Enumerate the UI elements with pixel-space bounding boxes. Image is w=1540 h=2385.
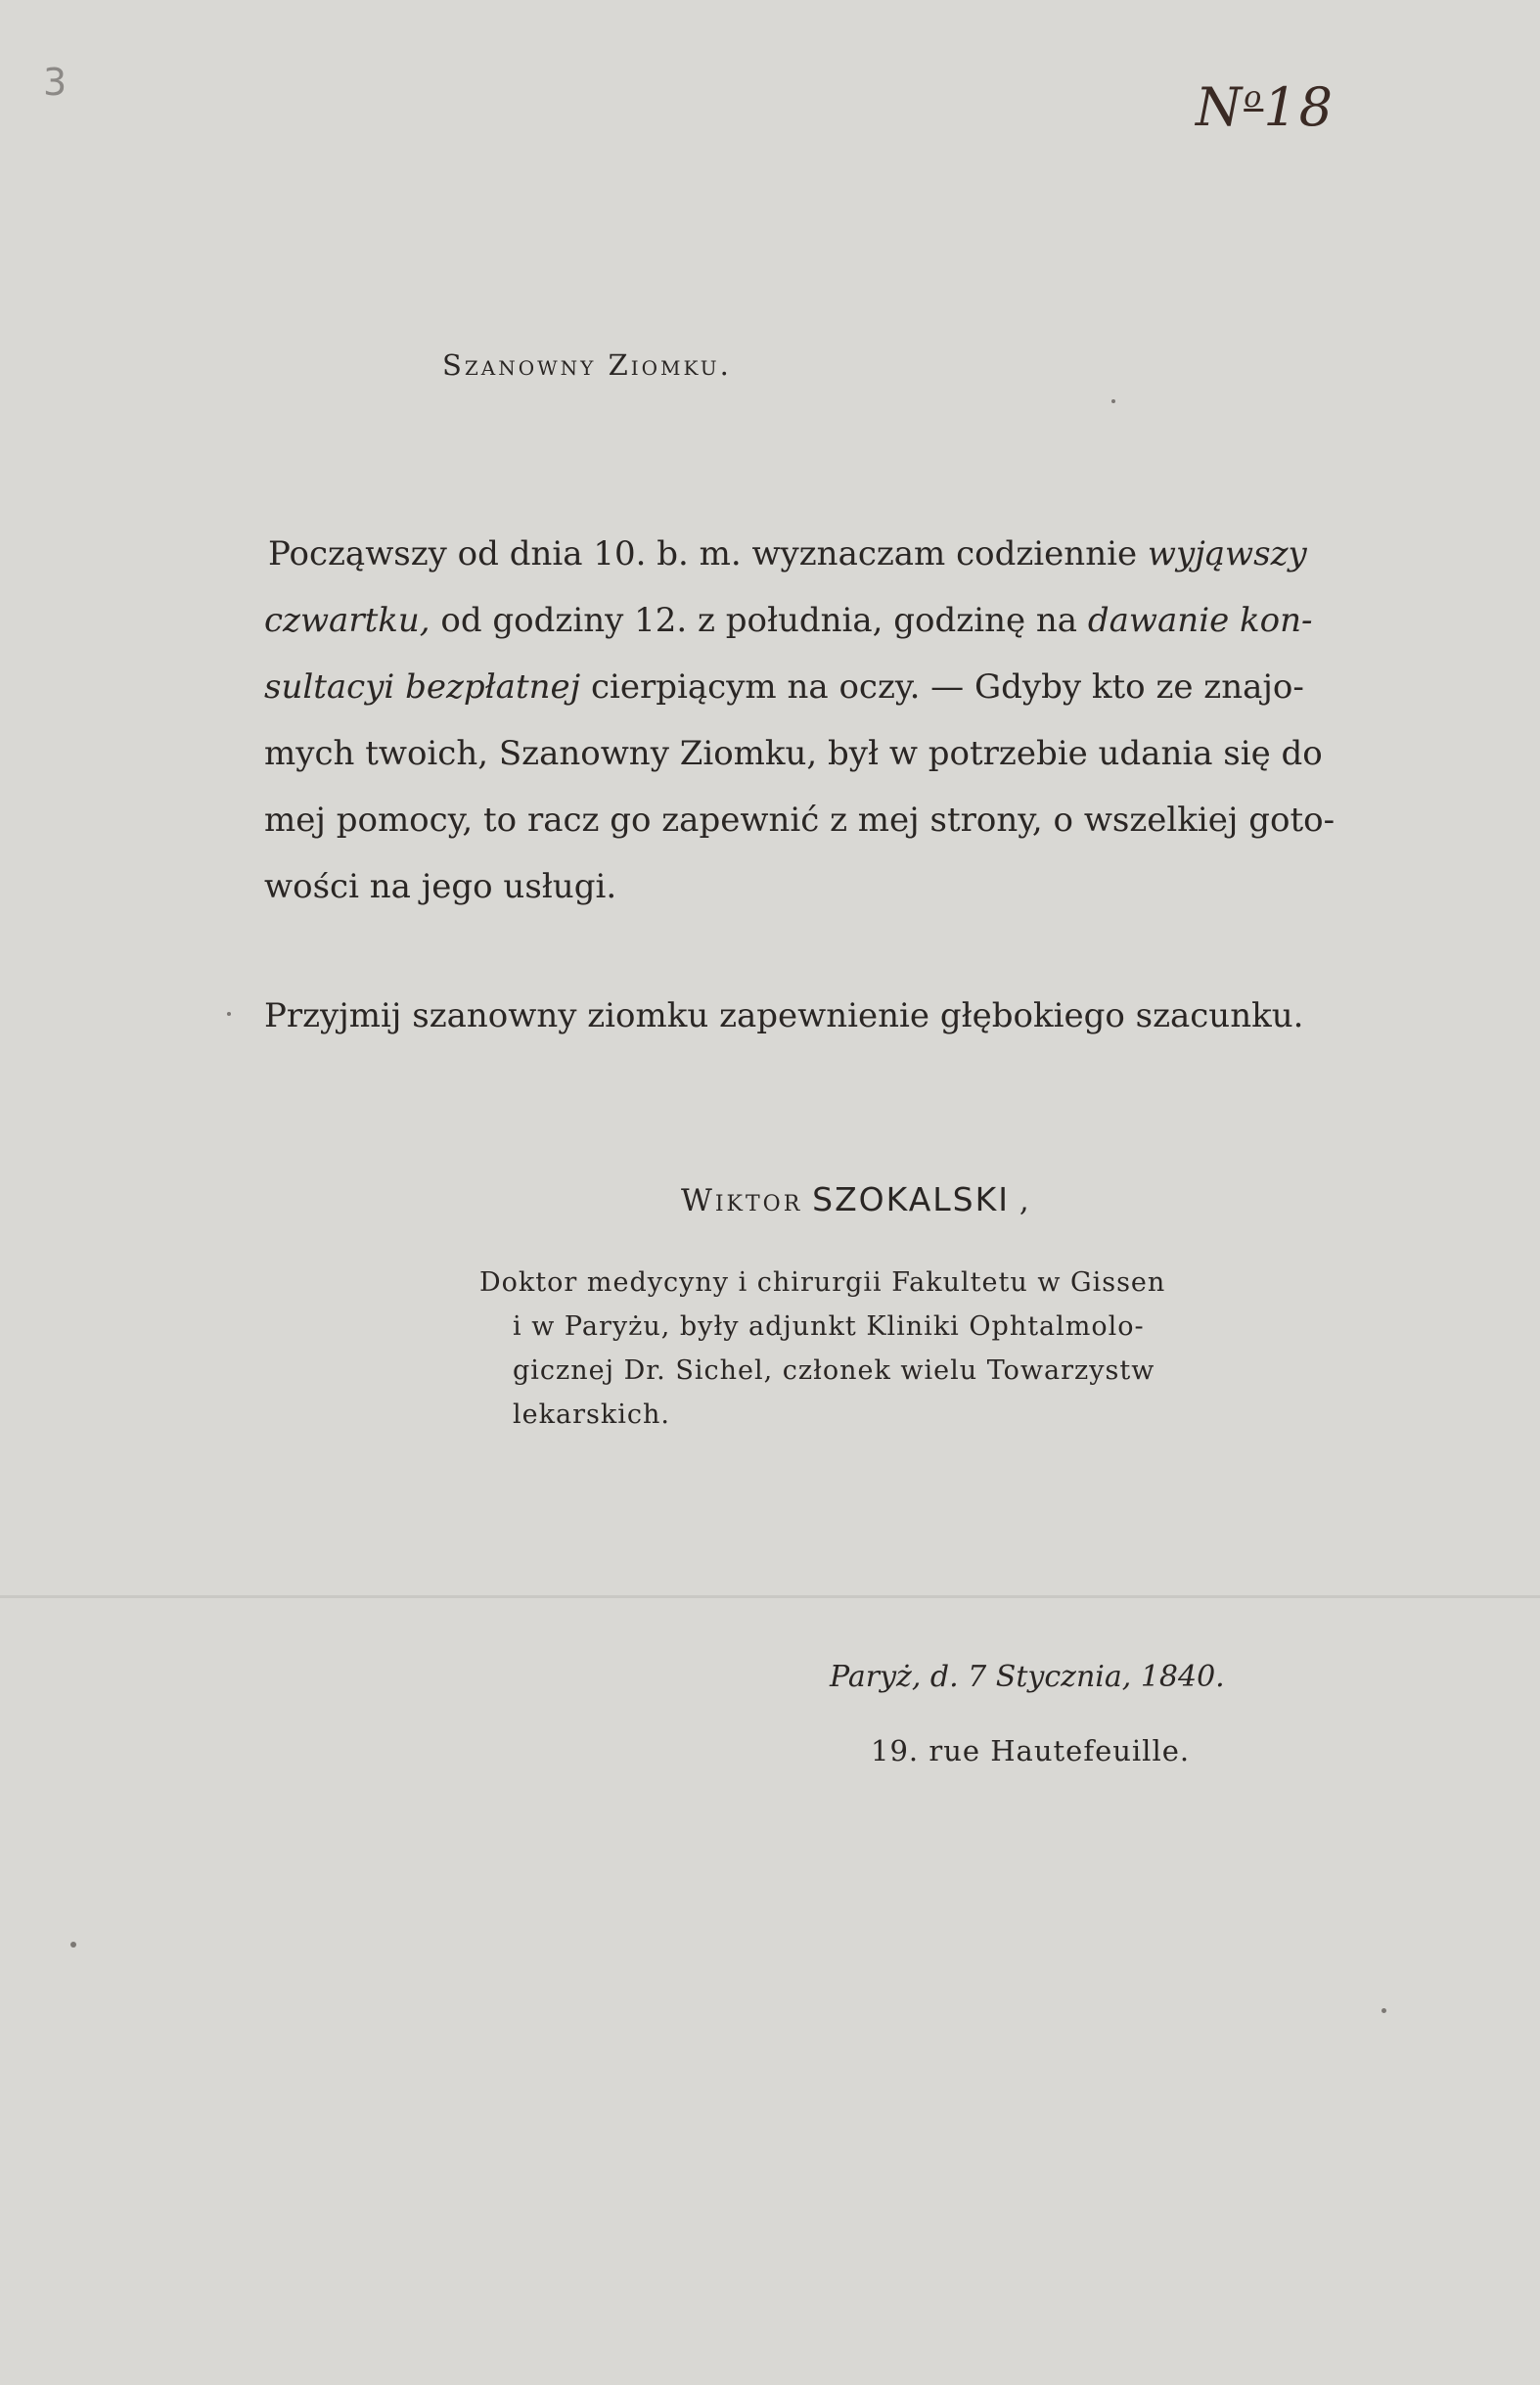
body-line-6: wości na jego usługi. [264, 867, 617, 906]
body-line-2 [264, 587, 1313, 654]
paper-speck [227, 1012, 231, 1016]
credentials [479, 1261, 1233, 1437]
credentials-line-2: i w Paryżu, były adjunkt Kliniki Ophtalmolo- [513, 1311, 1145, 1342]
paper-speck [70, 1942, 76, 1948]
address: 19. rue Hautefeuille. [871, 1734, 1191, 1767]
body-line-4: mych twoich, Szanowny Ziomku, był w potrzebie udania się do [264, 734, 1323, 773]
body-line-2-italic-b: dawanie kon- [1087, 601, 1313, 640]
place-and-date: Paryż, d. 7 Stycznia, 1840. [830, 1660, 1225, 1694]
handwritten-number [1196, 76, 1335, 138]
pencil-page-number: 3 [43, 61, 68, 104]
paper-speck [1381, 2008, 1386, 2013]
credentials-line-1: Doktor medycyny i chirurgii Fakultetu w Gissen [479, 1267, 1166, 1298]
body-line-1-text: Począwszy od dnia 10. b. m. wyznaczam codziennie [268, 534, 1148, 573]
credentials-line-4: lekarskich. [513, 1399, 670, 1430]
body-line-2-text: od godziny 12. z południa, godzinę na [430, 601, 1088, 640]
paper-fold-line [0, 1595, 1540, 1598]
signature-suffix: , [1010, 1183, 1029, 1218]
body-line-3-text: cierpiącym na oczy. — Gdyby kto ze znajo- [580, 667, 1304, 707]
signature-first-name: Wiktor [681, 1183, 803, 1218]
body-line-3 [264, 654, 1304, 720]
body-line-3-italic: sultacyi bezpłatnej [264, 667, 581, 707]
handwritten-number-sup: o [1244, 80, 1264, 115]
body-line-1-italic: wyjąwszy [1147, 534, 1307, 573]
body-line-5: mej pomocy, to racz go zapewnić z mej strony, o wszelkiej goto- [264, 801, 1336, 840]
signature [681, 1180, 1029, 1218]
body-line-2-italic-a: czwartku, [264, 601, 430, 640]
letter-body [264, 521, 1336, 920]
credentials-line-3: gicznej Dr. Sichel, członek wielu Towarzystw [513, 1355, 1155, 1386]
body-line-1 [264, 521, 1307, 587]
signature-last-name: SZOKALSKI [812, 1180, 1010, 1218]
salutation: Szanowny Ziomku. [442, 348, 732, 382]
handwritten-number-value: 18 [1263, 76, 1336, 138]
handwritten-number-prefix: N [1196, 76, 1245, 138]
closing-line: Przyjmij szanowny ziomku zapewnienie głębokiego szacunku. [264, 996, 1304, 1035]
paper-speck [1111, 399, 1115, 403]
